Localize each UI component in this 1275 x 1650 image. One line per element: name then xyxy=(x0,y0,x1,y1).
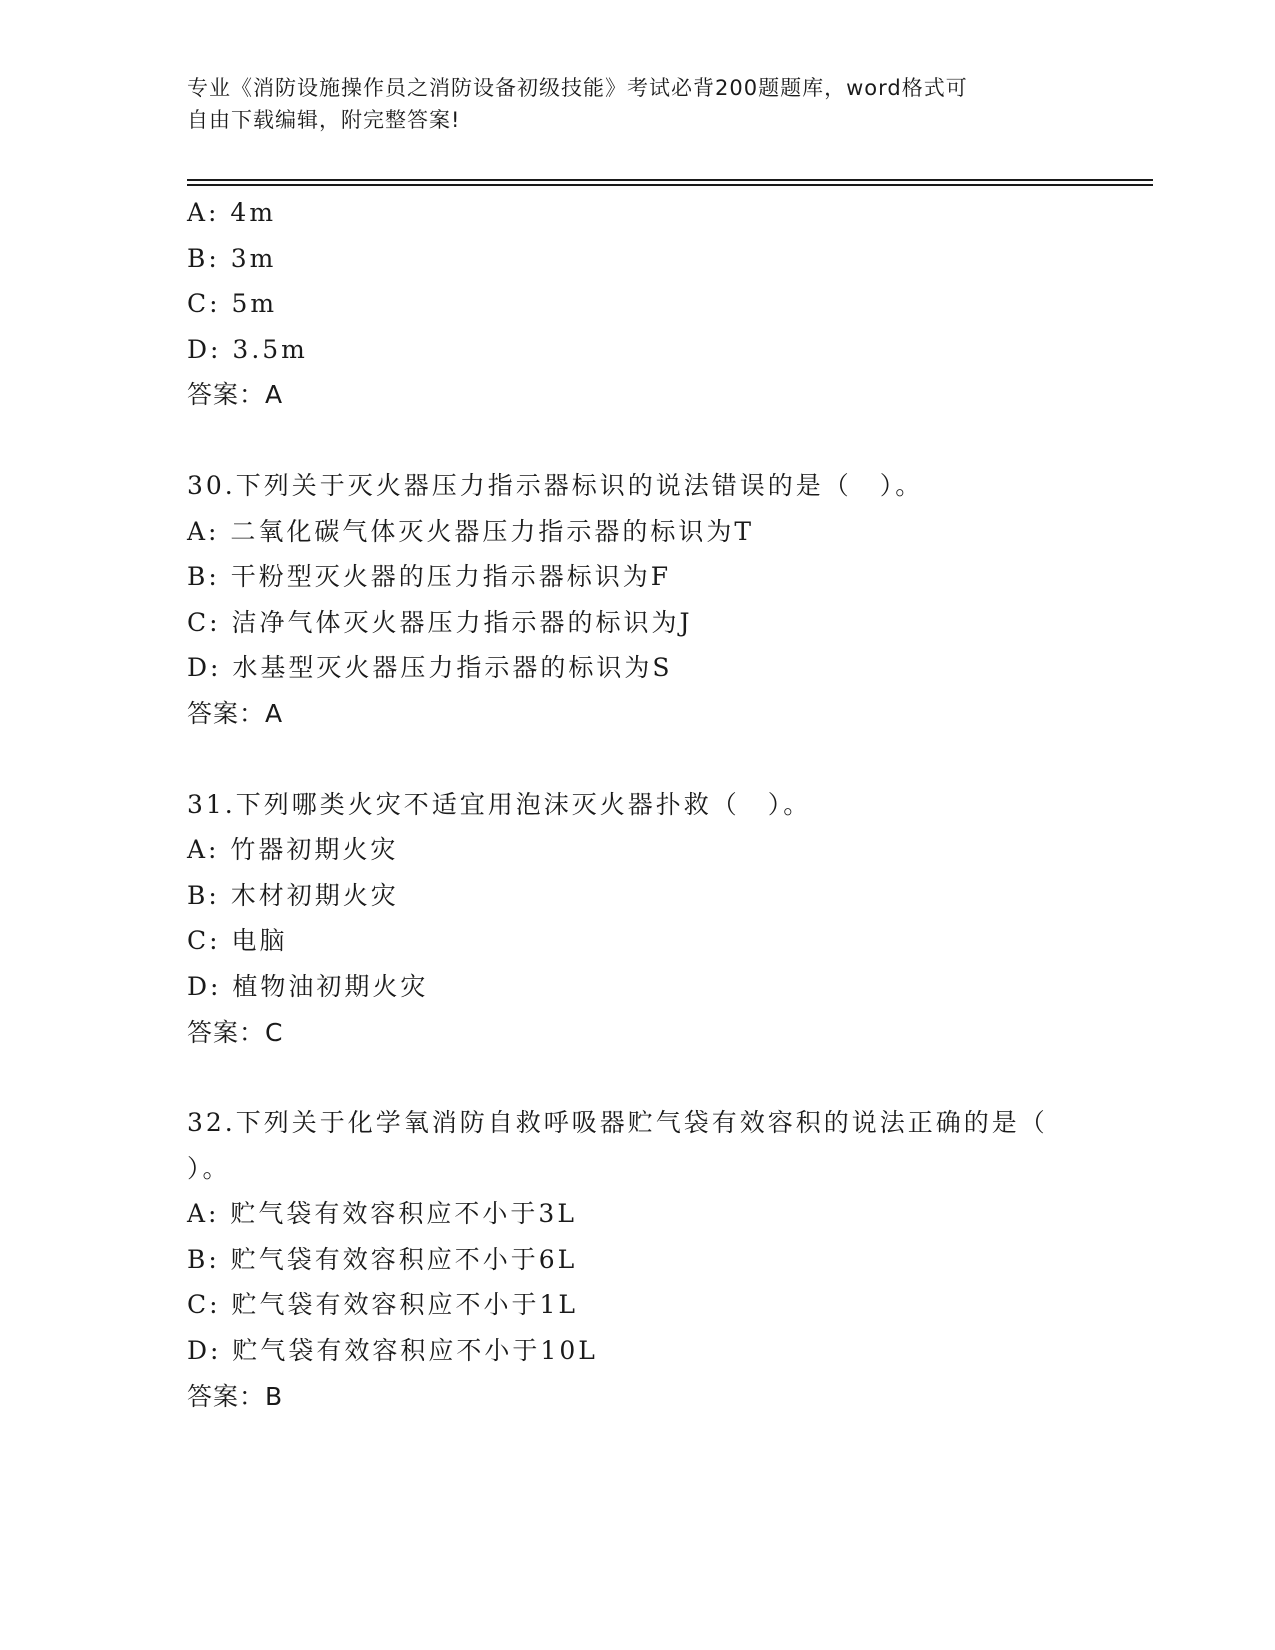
question-list xyxy=(187,190,1147,1419)
question-32 xyxy=(187,1100,1147,1419)
option-d: D: 植物油初期火灾 xyxy=(187,971,429,1001)
option-d: D: 3.5m xyxy=(187,334,308,364)
option-c: C: 洁净气体灭火器压力指示器的标识为J xyxy=(187,607,693,637)
question-stem: 30.下列关于灭火器压力指示器标识的说法错误的是（ ）。 xyxy=(187,470,924,500)
answer: 答案：A xyxy=(187,698,284,728)
answer: 答案：B xyxy=(187,1381,284,1411)
option-a: A: 4m xyxy=(187,198,277,227)
question-stem: 31.下列哪类火灾不适宜用泡沫灭火器扑救（ ）。 xyxy=(187,789,812,819)
header-rule-top xyxy=(187,179,1153,181)
question-stem-line-2: ）。 xyxy=(187,1153,231,1183)
header-rule-bottom xyxy=(187,184,1153,186)
option-c: C: 5m xyxy=(187,289,278,319)
header-line-2: 自由下载编辑，附完整答案! xyxy=(187,108,461,132)
header-line-1: 专业《消防设施操作员之消防设备初级技能》考试必背200题题库，word格式可 xyxy=(187,76,968,100)
question-29 xyxy=(187,190,1147,418)
option-b: B: 贮气袋有效容积应不小于6L xyxy=(187,1244,578,1274)
option-b: B: 干粉型灭火器的压力指示器标识为F xyxy=(187,562,672,592)
option-d: D: 水基型灭火器压力指示器的标识为S xyxy=(187,653,673,683)
document-header xyxy=(187,72,1087,136)
answer: 答案：A xyxy=(187,380,284,410)
question-stem-line-1: 32.下列关于化学氧消防自救呼吸器贮气袋有效容积的说法正确的是（ xyxy=(187,1108,1048,1138)
option-d: D: 贮气袋有效容积应不小于10L xyxy=(187,1336,598,1366)
option-b: B: 3m xyxy=(187,243,277,273)
option-c: C: 贮气袋有效容积应不小于1L xyxy=(187,1290,579,1320)
option-b: B: 木材初期火灾 xyxy=(187,880,399,910)
option-a: A: 二氧化碳气体灭火器压力指示器的标识为T xyxy=(187,516,755,546)
question-30 xyxy=(187,463,1147,737)
option-a: A: 竹器初期火灾 xyxy=(187,835,399,865)
option-c: C: 电脑 xyxy=(187,926,288,956)
answer: 答案：C xyxy=(187,1017,284,1047)
question-31 xyxy=(187,782,1147,1056)
option-a: A: 贮气袋有效容积应不小于3L xyxy=(187,1199,577,1229)
